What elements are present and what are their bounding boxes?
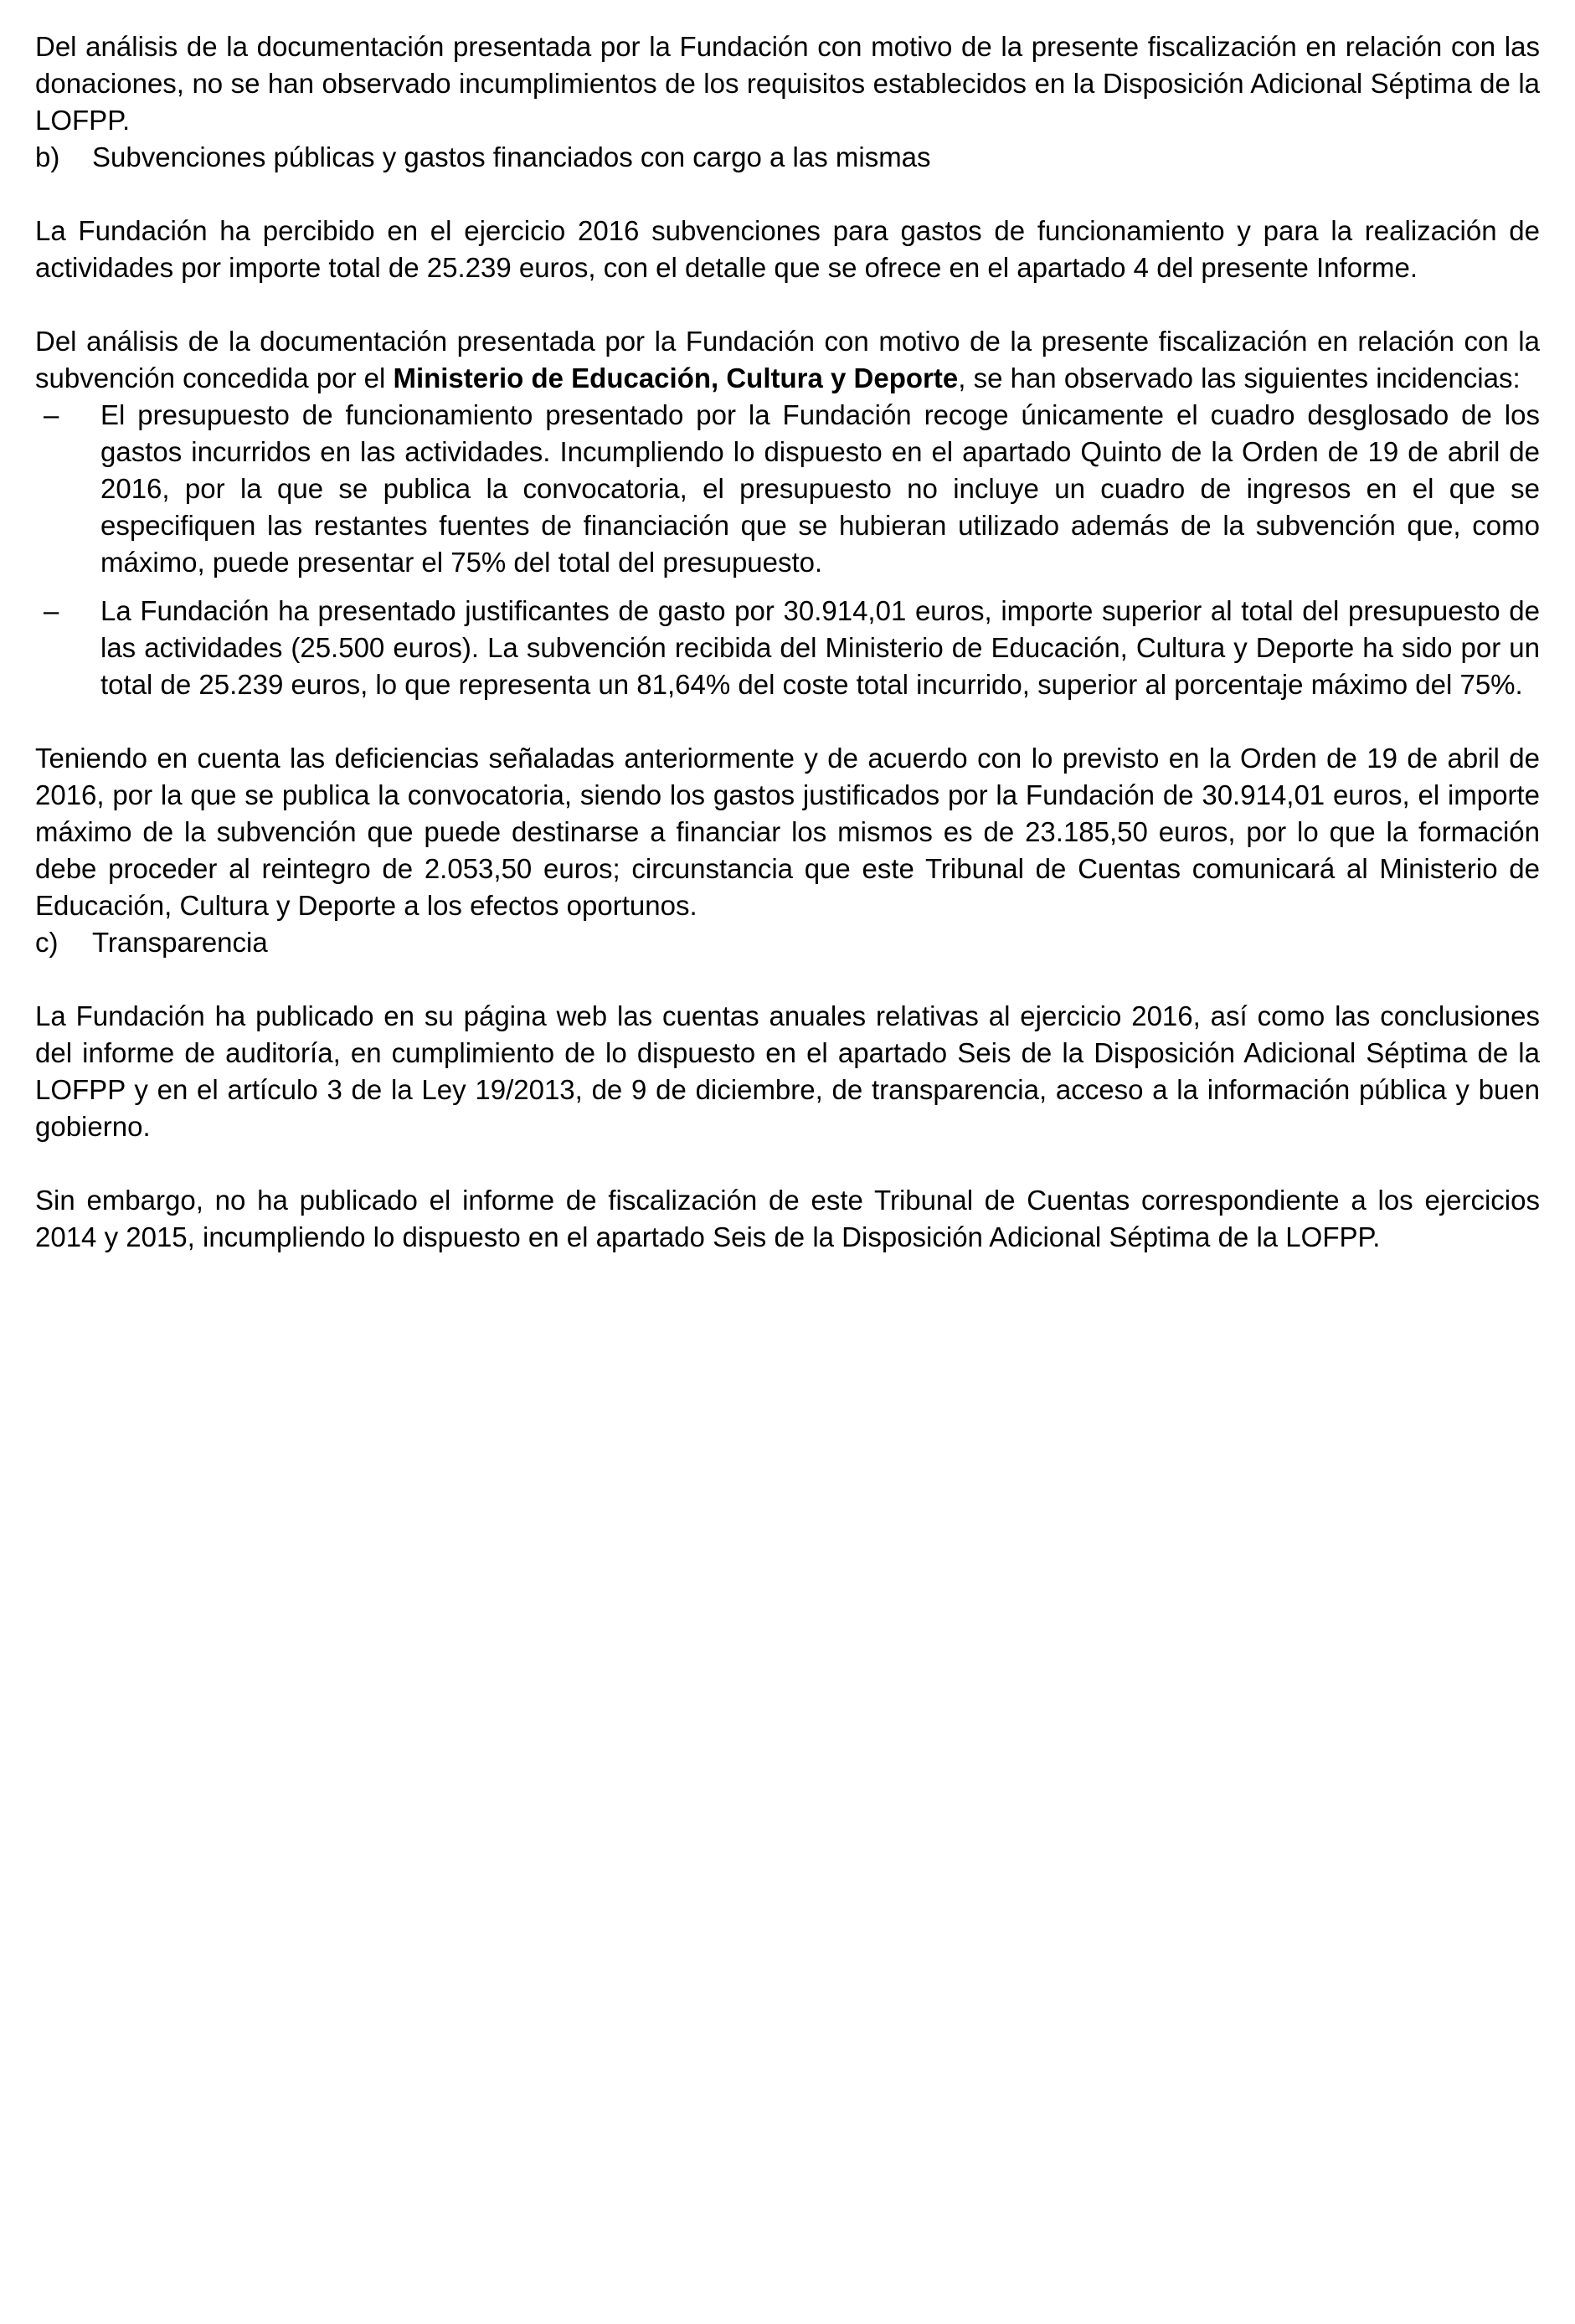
paragraph-reintegro: Teniendo en cuenta las deficiencias señaladas anteriormente y de acuerdo con lo previsto en la Orden de 19 de abril de 2016, por la que se publica la convocatoria, siendo los gastos justificados por la Fundación de 30.914,01 euros, el importe máximo de la subvención que puede destinarse a financiar los mismos es de 23.185,50 euros, por lo que la formación debe proceder al reintegro de 2.053,50 euros; circunstancia que este Tribunal de Cuentas comunicará al Ministerio de Educación, Cultura y Deporte a los efectos oportunos. [35, 743, 1540, 921]
section-b-marker: b) [35, 141, 60, 172]
paragraph-sin-embargo: Sin embargo, no ha publicado el informe de fiscalización de este Tribunal de Cuentas correspondiente a los ejercicios 2014 y 2015, incumpliendo lo dispuesto en el apartado Seis de la Disposición Adicional Séptima de la LOFPP. [35, 1185, 1540, 1252]
list-item-text: El presupuesto de funcionamiento presentado por la Fundación recoge únicamente el cuadro desglosado de los gastos incurridos en las actividades. Incumpliendo lo dispuesto en el apartado Quinto de la Orden de 19 de abril de 2016, por la que se publica la convocatoria, el presupuesto no incluye un cuadro de ingresos en el que se especifiquen las restantes fuentes de financiación que se hubieran utilizado además de la subvención que, como máximo, puede presentar el 75% del total del presupuesto. [100, 399, 1540, 578]
list-item-text: La Fundación ha presentado justificantes de gasto por 30.914,01 euros, importe superior al total del presupuesto de las actividades (25.500 euros). La subvención recibida del Ministerio de Educación, Cultura y Deporte ha sido por un total de 25.239 euros, lo que representa un 81,64% del coste total incurrido, superior al porcentaje máximo del 75%. [100, 595, 1540, 700]
ministerio-name: Ministerio de Educación, Cultura y Deporte [393, 362, 959, 393]
dash-bullet: – [44, 595, 59, 626]
incidencias-list [35, 397, 1540, 703]
section-b-heading [35, 139, 1540, 176]
paragraph-donaciones: Del análisis de la documentación presentada por la Fundación con motivo de la presente fiscalización en relación con las donaciones, no se han observado incumplimientos de los requisitos establecidos en la Disposición Adicional Séptima de la LOFPP. [35, 31, 1540, 136]
paragraph-ministerio [35, 323, 1540, 397]
dash-bullet: – [44, 399, 59, 430]
paragraph-subvenciones: La Fundación ha percibido en el ejercicio 2016 subvenciones para gastos de funcionamiento y para la realización de actividades por importe total de 25.239 euros, con el detalle que se ofrece en el apartado 4 del presente Informe. [35, 215, 1540, 283]
document-page [35, 28, 1540, 1256]
paragraph-ministerio-before: Del análisis de la documentación presentada por la Fundación con motivo de la presente fiscalización en relación con la subvención concedida por el [35, 326, 1540, 393]
section-c-marker: c) [35, 927, 59, 958]
list-item [35, 397, 1540, 581]
list-item [35, 593, 1540, 703]
section-b-title: Subvenciones públicas y gastos financiados con cargo a las mismas [92, 141, 931, 172]
paragraph-transparencia: La Fundación ha publicado en su página web las cuentas anuales relativas al ejercicio 2016, así como las conclusiones del informe de auditoría, en cumplimiento de lo dispuesto en el apartado Seis de la Disposición Adicional Séptima de la LOFPP y en el artículo 3 de la Ley 19/2013, de 9 de diciembre, de transparencia, acceso a la información pública y buen gobierno. [35, 1000, 1540, 1142]
paragraph-ministerio-after: , se han observado las siguientes incidencias: [958, 362, 1521, 393]
section-c-heading [35, 924, 1540, 961]
section-c-title: Transparencia [92, 927, 268, 958]
